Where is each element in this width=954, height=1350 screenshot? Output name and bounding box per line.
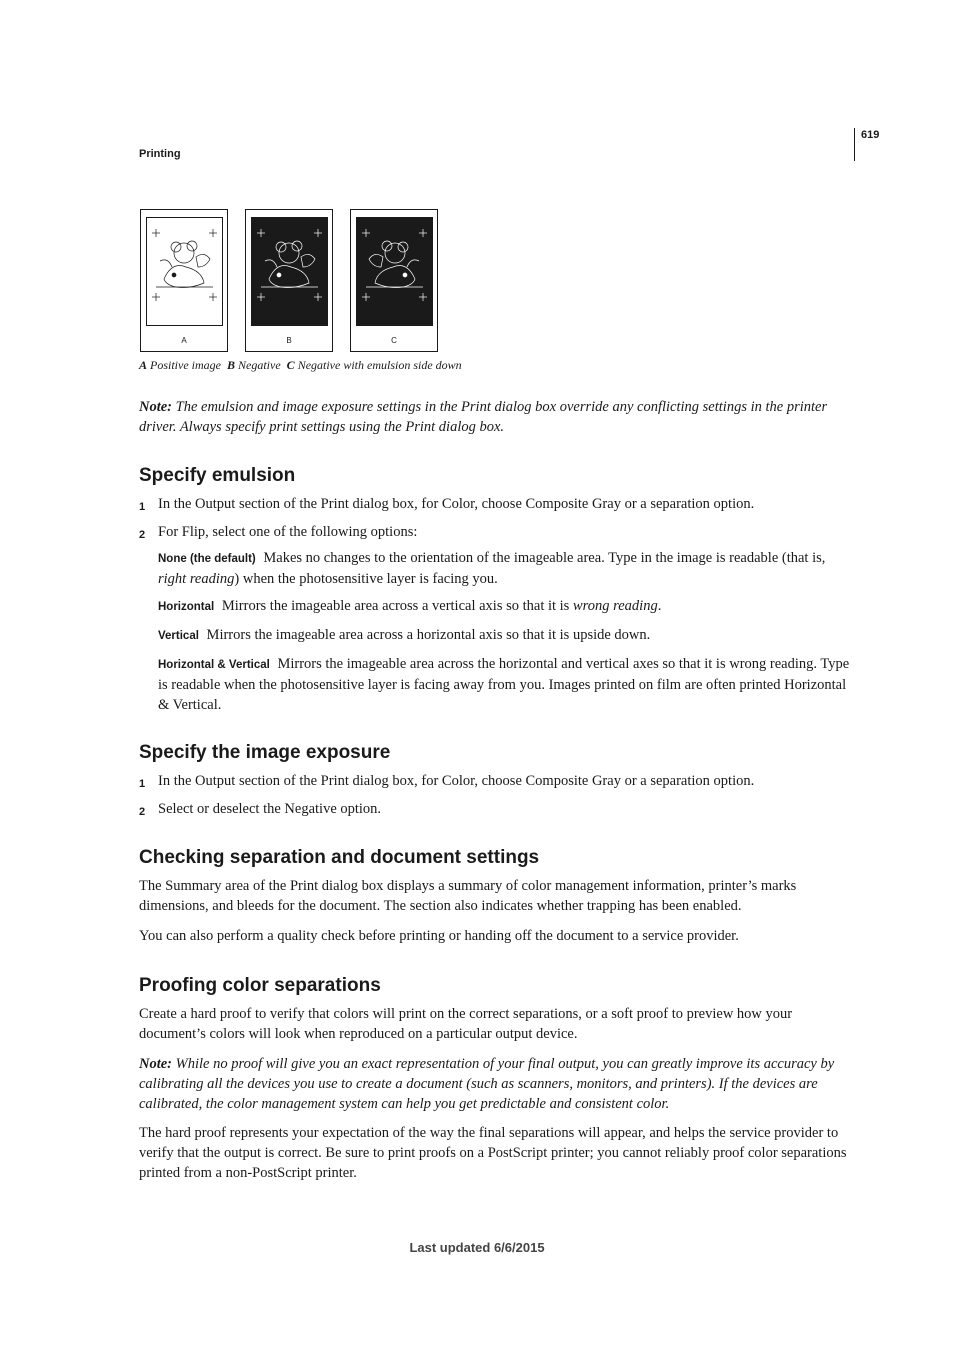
step-text: In the Output section of the Print dialog box, for Color, choose Composite Gray or a separation option. <box>158 773 755 789</box>
step-text: In the Output section of the Print dialog box, for Color, choose Composite Gray or a separation option. <box>158 496 755 512</box>
last-updated-footer: Last updated 6/6/2015 <box>409 1240 545 1255</box>
option-term: Horizontal <box>158 601 215 613</box>
panel-negative <box>245 209 333 352</box>
step-number: 1 <box>139 501 146 513</box>
caption-text-a: Positive image <box>150 358 221 372</box>
proofing-paragraph-1: Create a hard proof to verify that colors will print on the correct separations, or a soft proof to preview how your document’s colors will look when reproduced on a particular output device. <box>139 1006 793 1042</box>
caption-text-b: Negative <box>238 358 281 372</box>
option-text: Mirrors the imageable area across the horizontal and vertical axes so that it is wrong reading. Type is readable when the photosensitive layer is facing away from you. Images printed on film are often printed Horizontal & Vertical. <box>158 656 850 713</box>
option-vertical <box>158 625 855 646</box>
checking-paragraph-2: You can also perform a quality check before printing or handing off the document to a service provider. <box>139 928 739 944</box>
caption-letter-a: A <box>139 358 148 372</box>
panel-positive <box>140 209 228 352</box>
figure-caption <box>139 358 462 373</box>
caption-letter-c: C <box>286 358 295 372</box>
note-label: Note: <box>139 399 173 415</box>
option-text-end: ) when the photosensitive layer is facing you. <box>234 571 498 587</box>
note-label: Note: <box>139 1056 173 1072</box>
step-text: For Flip, select one of the following options: <box>158 524 418 540</box>
positive-image-illustration <box>146 217 223 326</box>
option-term: Vertical <box>158 630 199 642</box>
step-text: Select or deselect the Negative option. <box>158 801 382 817</box>
option-horizontal-vertical <box>158 654 855 715</box>
option-none <box>158 548 855 589</box>
heading-specify-exposure: Specify the image exposure <box>139 742 391 763</box>
option-term: None (the default) <box>158 553 256 565</box>
section-label: Printing <box>139 148 181 160</box>
note-emulsion-override <box>139 397 855 437</box>
step-number: 1 <box>139 778 146 790</box>
step-number: 2 <box>139 529 146 541</box>
panel-negative-emulsion-down <box>350 209 438 352</box>
option-text: Mirrors the imageable area across a horizontal axis so that it is upside down. <box>206 627 651 643</box>
note-text: The emulsion and image exposure settings in the Print dialog box override any conflicting settings in the printer driver. Always specify print settings using the Print dialog box. <box>139 399 828 435</box>
option-italic-term: wrong reading <box>572 598 658 614</box>
checking-paragraph-1: The Summary area of the Print dialog box displays a summary of color management information, printer’s marks dimensions, and bleeds for the document. The section also indicates whether trapping has been enabled. <box>139 878 797 914</box>
option-horizontal <box>158 596 855 617</box>
heading-checking-settings: Checking separation and document settings <box>139 847 540 868</box>
option-term: Horizontal & Vertical <box>158 659 270 671</box>
mirrored-negative-illustration <box>356 217 433 326</box>
option-text: Mirrors the imageable area across a vertical axis so that it is <box>221 598 570 614</box>
panel-letter-a: A <box>181 336 187 345</box>
panel-letter-c: C <box>391 336 397 345</box>
caption-letter-b: B <box>227 358 236 372</box>
emulsion-figure <box>139 209 459 355</box>
note-text: While no proof will give you an exact representation of your final output, you can greatly improve its accuracy by calibrating all the devices you use to create a document (such as scanners, monitors, and printers). If the devices are calibrated, the color management system can help you get predictable and consistent color. <box>139 1056 835 1112</box>
panel-letter-b: B <box>286 336 292 345</box>
option-text-end: . <box>657 598 662 614</box>
option-text: Makes no changes to the orientation of the imageable area. Type in the image is readable (that is, <box>263 550 826 566</box>
proofing-paragraph-2: The hard proof represents your expectation of the way the final separations will appear, and helps the service provider to verify that the output is correct. Be sure to print proofs on a PostScript printer; you cannot reliably proof color separations printed from a non-PostScript printer. <box>139 1125 847 1181</box>
heading-proofing: Proofing color separations <box>139 975 381 996</box>
proofing-note <box>139 1054 855 1114</box>
step-number: 2 <box>139 806 146 818</box>
negative-image-illustration <box>251 217 328 326</box>
caption-text-c: Negative with emulsion side down <box>297 358 462 372</box>
option-italic-term: right reading <box>158 571 235 587</box>
page-number: 619 <box>861 129 880 141</box>
header-rule <box>854 128 855 161</box>
heading-specify-emulsion: Specify emulsion <box>139 465 296 486</box>
